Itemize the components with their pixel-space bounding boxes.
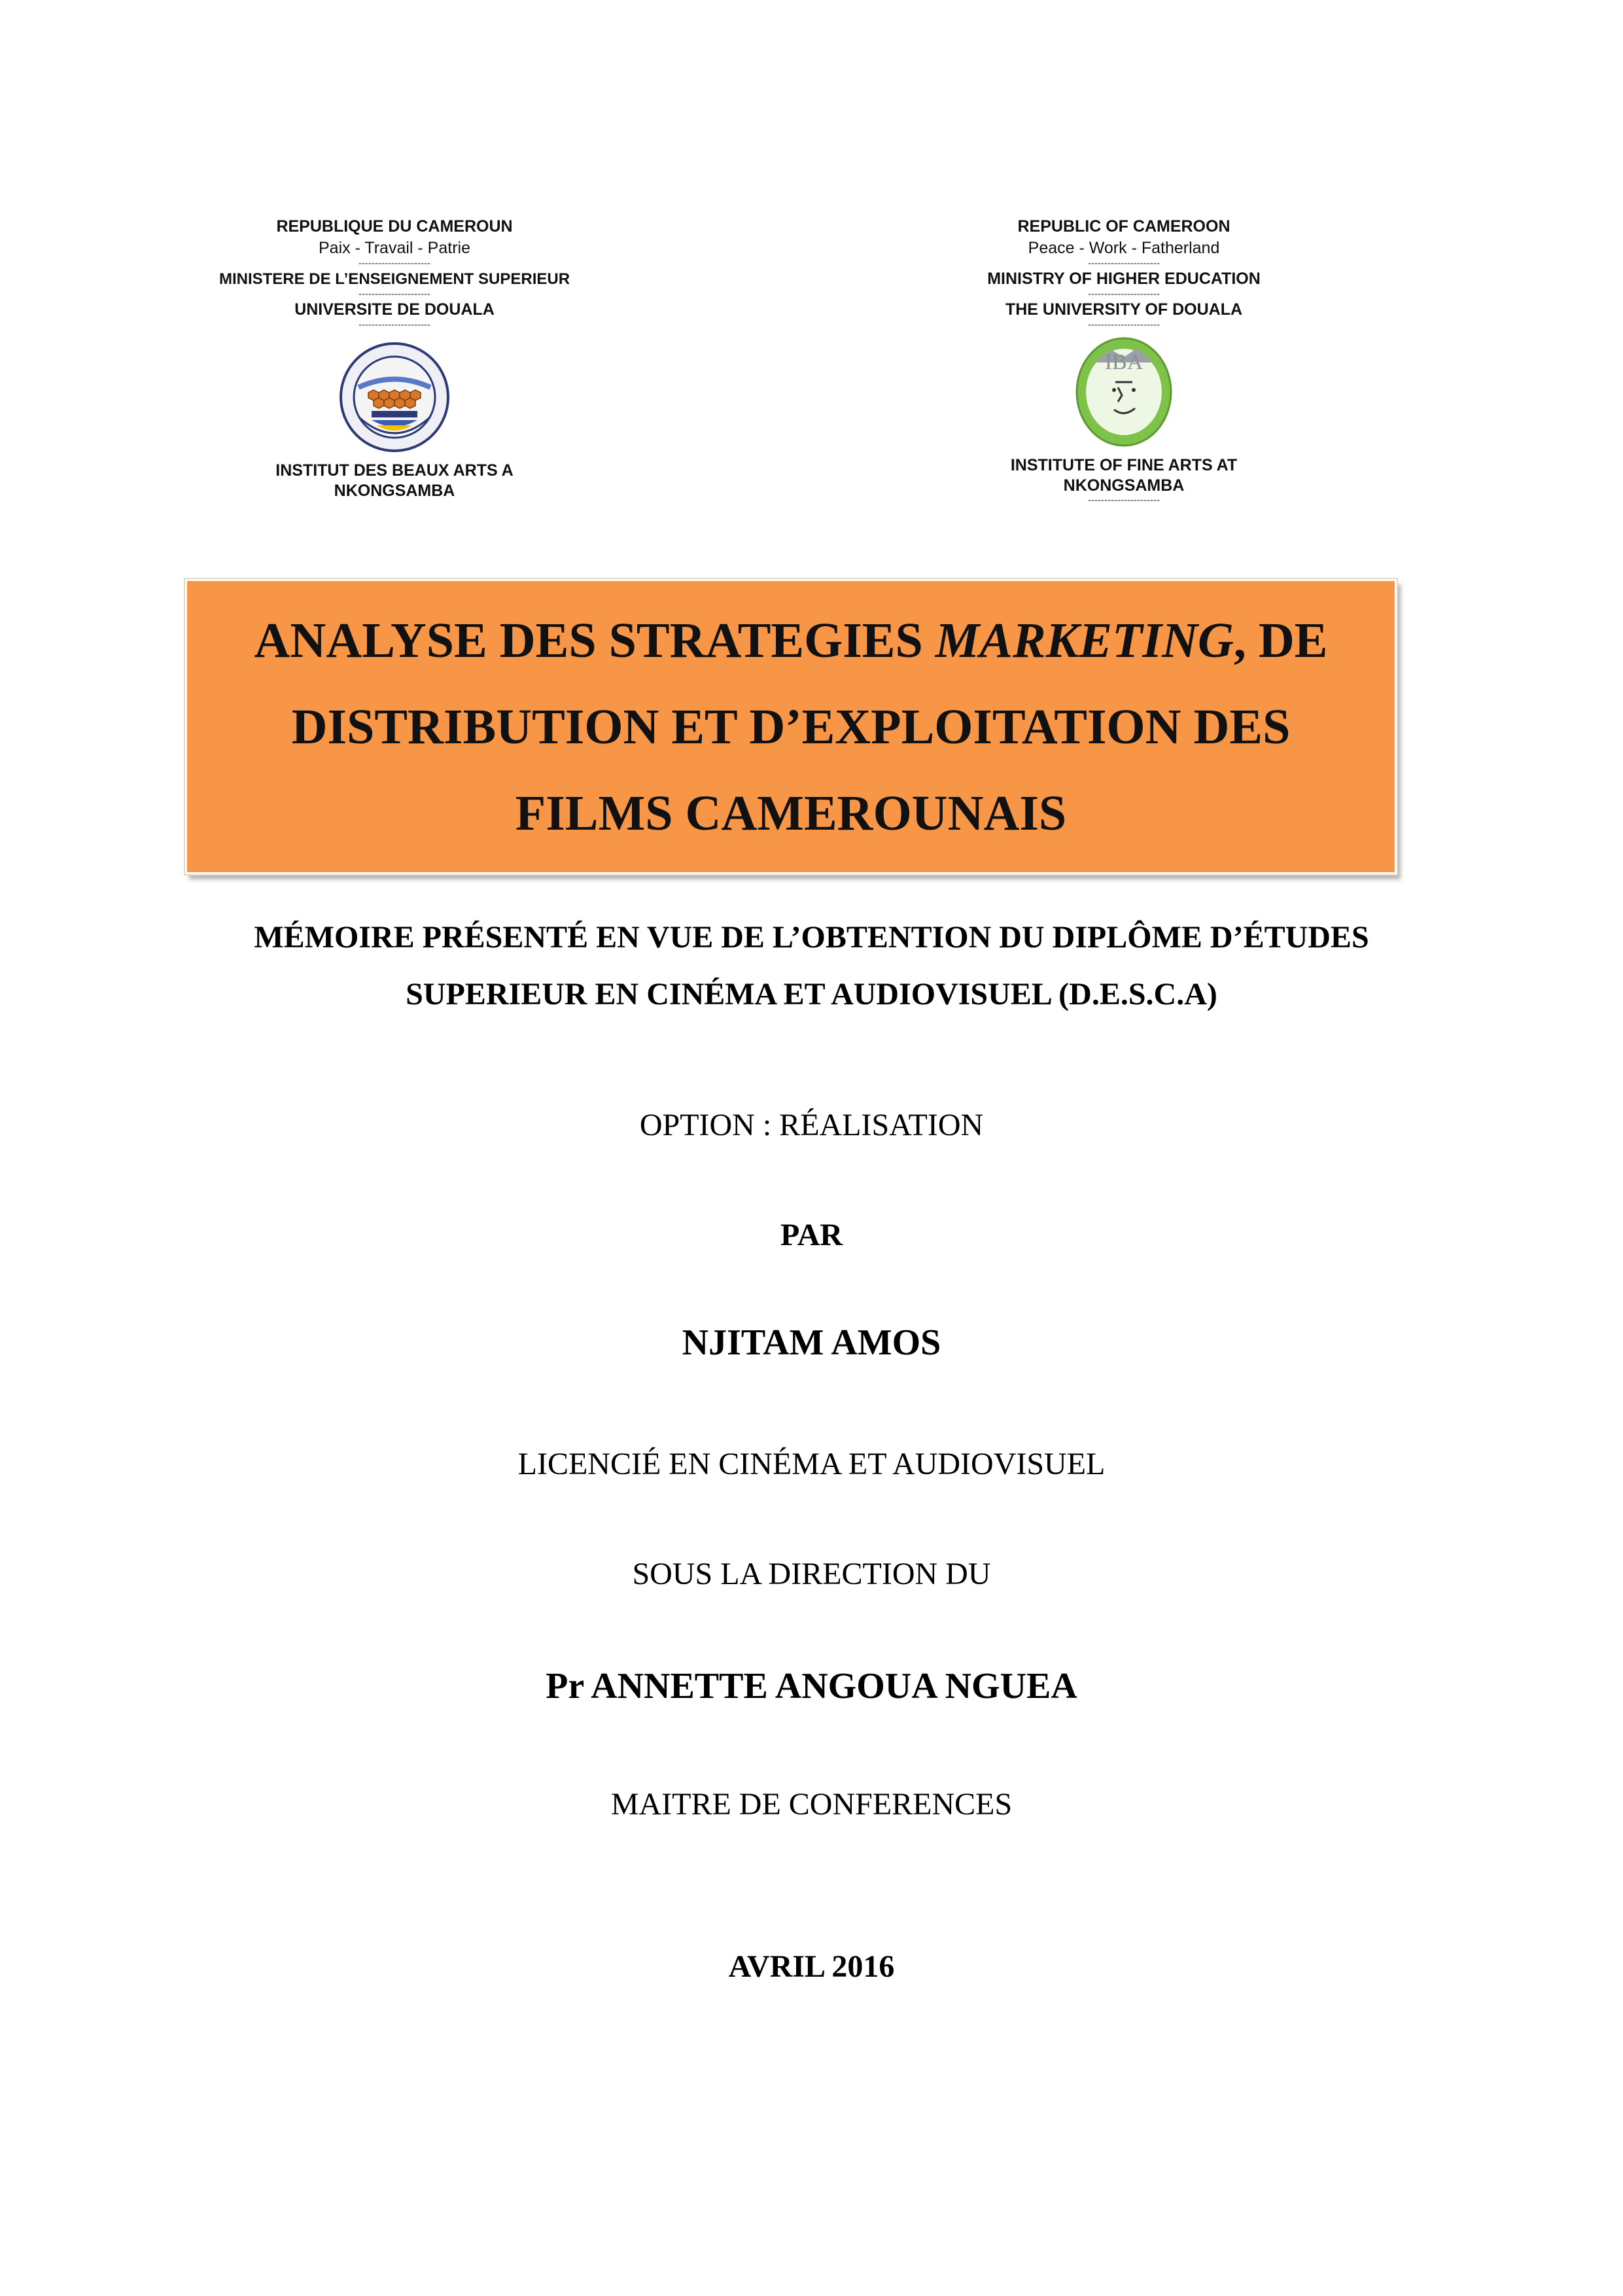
direction-label: SOUS LA DIRECTION DU [632, 1557, 991, 1591]
university-of-douala-seal-icon [339, 342, 450, 453]
ministry-fr: MINISTERE DE L’ENSEIGNEMENT SUPERIEUR [218, 270, 570, 288]
thesis-title-box [185, 579, 1397, 874]
separator: ---------------------- [358, 289, 430, 300]
separator: ---------------------- [358, 258, 430, 269]
ministry-en: MINISTRY OF HIGHER EDUCATION [987, 270, 1261, 288]
thesis-title-line-3: FILMS CAMEROUNAIS [515, 785, 1067, 841]
institute-city-fr: NKONGSAMBA [334, 482, 455, 500]
separator: ---------------------- [358, 319, 430, 330]
option-label: OPTION : RÉALISATION [639, 1108, 984, 1142]
institute-en: INSTITUTE OF FINE ARTS AT [1010, 456, 1238, 474]
author-name: NJITAM AMOS [682, 1322, 941, 1363]
motto-en: Peace - Work - Fatherland [1028, 239, 1220, 257]
separator: ---------------------- [1088, 319, 1160, 330]
iba-seal-icon [1075, 336, 1173, 448]
university-fr: UNIVERSITE DE DOUALA [294, 300, 495, 319]
separator: ---------------------- [1088, 258, 1160, 269]
supervisor-name: Pr ANNETTE ANGOUA NGUEA [546, 1666, 1077, 1706]
author-degree: LICENCIÉ EN CINÉMA ET AUDIOVISUEL [517, 1447, 1106, 1481]
motto-fr: Paix - Travail - Patrie [318, 239, 470, 257]
subtitle-line-2: SUPERIEUR EN CINÉMA ET AUDIOVISUEL (D.E.S.C.A) [406, 977, 1217, 1012]
country-name-en: REPUBLIC OF CAMEROON [1017, 217, 1230, 236]
thesis-title-line-2: DISTRIBUTION ET D’EXPLOITATION DES [291, 699, 1291, 754]
par-label: PAR [780, 1218, 843, 1252]
header-right [888, 216, 1359, 505]
country-name-fr: REPUBLIQUE DU CAMEROUN [276, 217, 513, 236]
header-left [159, 216, 630, 501]
institute-city-en: NKONGSAMBA [1063, 476, 1185, 495]
university-en: THE UNIVERSITY OF DOUALA [1005, 300, 1243, 319]
institute-fr: INSTITUT DES BEAUX ARTS A [275, 461, 514, 480]
separator: ---------------------- [1088, 495, 1160, 506]
submission-date: AVRIL 2016 [728, 1949, 895, 1984]
thesis-title-line-1: ANALYSE DES STRATEGIES MARKETING, DE [254, 612, 1328, 668]
supervisor-title: MAITRE DE CONFERENCES [610, 1787, 1013, 1822]
separator: ---------------------- [1088, 289, 1160, 300]
subtitle-line-1: MÉMOIRE PRÉSENTÉ EN VUE DE L’OBTENTION DU DIPLÔME D’ÉTUDES [254, 920, 1369, 955]
iba-logo-text: IBA [1104, 350, 1143, 374]
